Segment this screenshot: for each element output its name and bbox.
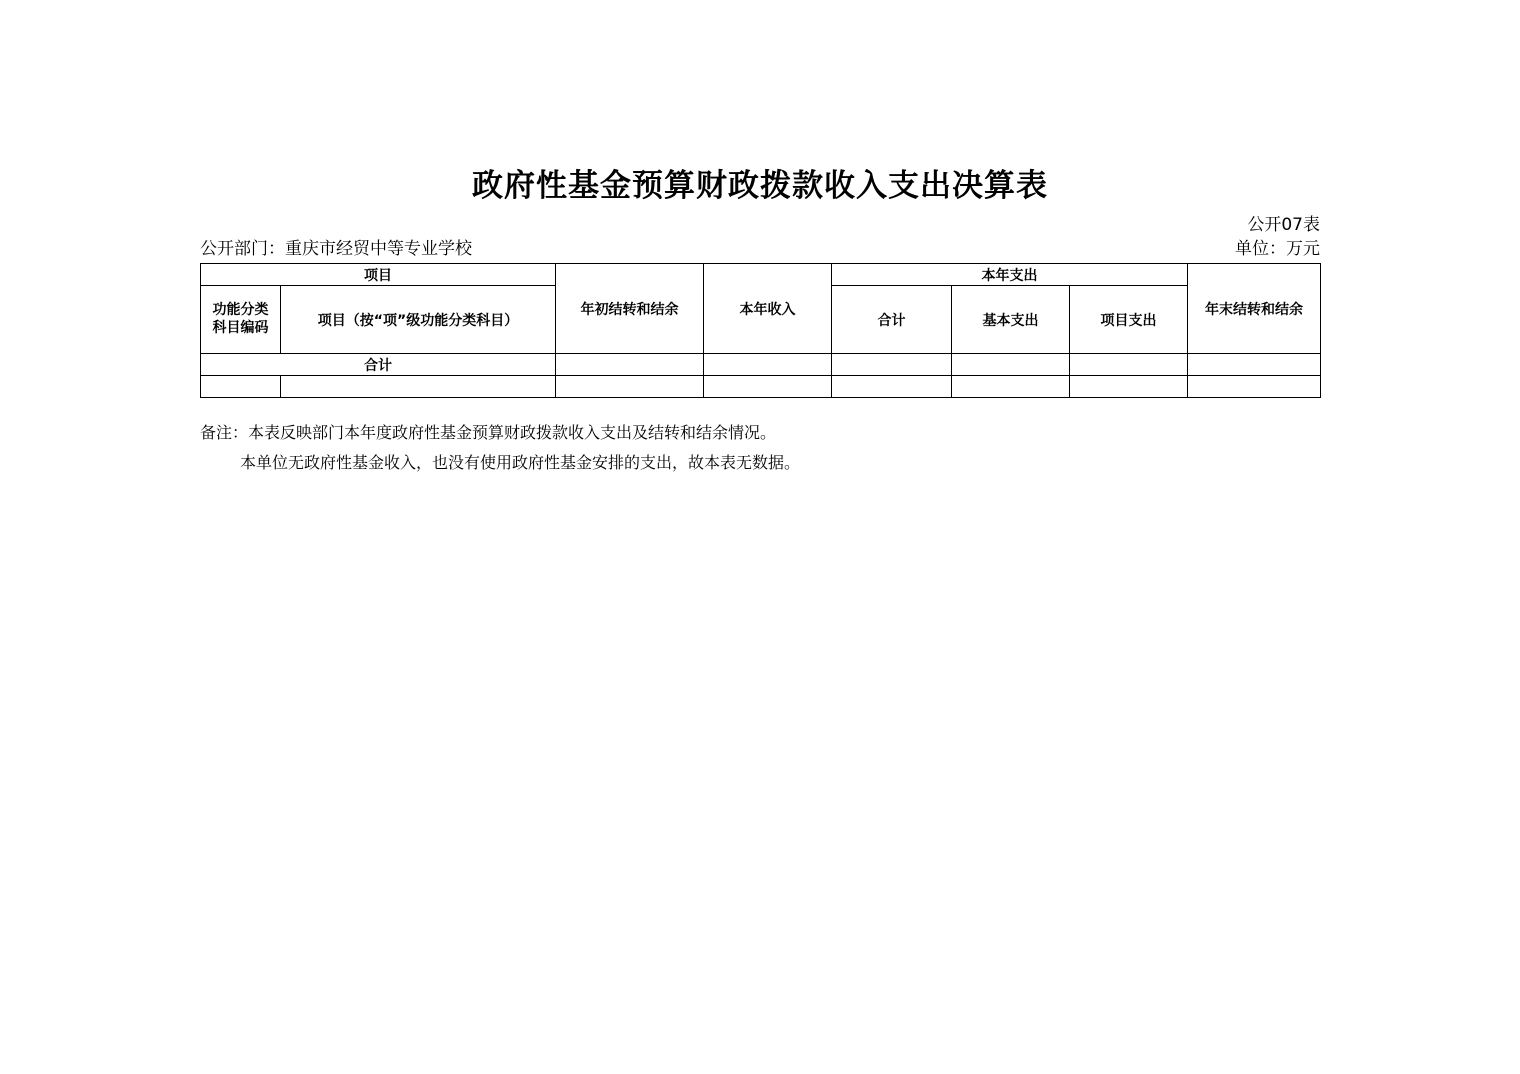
row-total-begin-balance	[556, 354, 704, 376]
department-label: 公开部门：重庆市经贸中等专业学校	[200, 239, 472, 259]
note-line-1: 备注：本表反映部门本年度政府性基金预算财政拨款收入支出及结转和结余情况。	[200, 423, 777, 442]
budget-table	[200, 263, 1321, 398]
header-function-code-line1: 功能分类	[212, 302, 269, 318]
header-begin-balance: 年初结转和结余	[556, 264, 704, 354]
row-total-label: 合计	[201, 354, 556, 376]
form-number: 公开07表	[1247, 215, 1320, 235]
header-project-group: 项目	[201, 264, 556, 286]
row-blank-project-name	[281, 376, 556, 398]
note-line-2: 本单位无政府性基金收入，也没有使用政府性基金安排的支出，故本表无数据。	[240, 453, 801, 473]
header-project-expenditure: 项目支出	[1070, 286, 1188, 354]
header-current-year-expenditure-group: 本年支出	[832, 264, 1188, 286]
table-header-group-row	[201, 264, 1321, 286]
header-end-balance: 年末结转和结余	[1188, 264, 1321, 354]
row-total-basic-expenditure	[952, 354, 1070, 376]
row-total-project-expenditure	[1070, 354, 1188, 376]
header-function-code	[201, 286, 281, 354]
header-basic-expenditure: 基本支出	[952, 286, 1070, 354]
row-blank-basic-expenditure	[952, 376, 1070, 398]
table-notes	[200, 418, 800, 479]
header-function-code-line2: 科目编码	[212, 319, 269, 336]
unit-label: 单位：万元	[1235, 239, 1320, 259]
row-blank-expenditure-total	[832, 376, 952, 398]
header-expenditure-total: 合计	[832, 286, 952, 354]
page-title: 政府性基金预算财政拨款收入支出决算表	[472, 168, 1048, 204]
row-blank-begin-balance	[556, 376, 704, 398]
row-total-current-year-income	[704, 354, 832, 376]
row-total-expenditure-total	[832, 354, 952, 376]
table-row	[201, 376, 1321, 398]
table-row	[201, 354, 1321, 376]
row-blank-current-year-income	[704, 376, 832, 398]
row-blank-project-expenditure	[1070, 376, 1188, 398]
header-current-year-income: 本年收入	[704, 264, 832, 354]
row-blank-function-code	[201, 376, 281, 398]
row-total-end-balance	[1188, 354, 1321, 376]
row-blank-end-balance	[1188, 376, 1321, 398]
header-project-name: 项目（按“项”级功能分类科目）	[281, 286, 556, 354]
